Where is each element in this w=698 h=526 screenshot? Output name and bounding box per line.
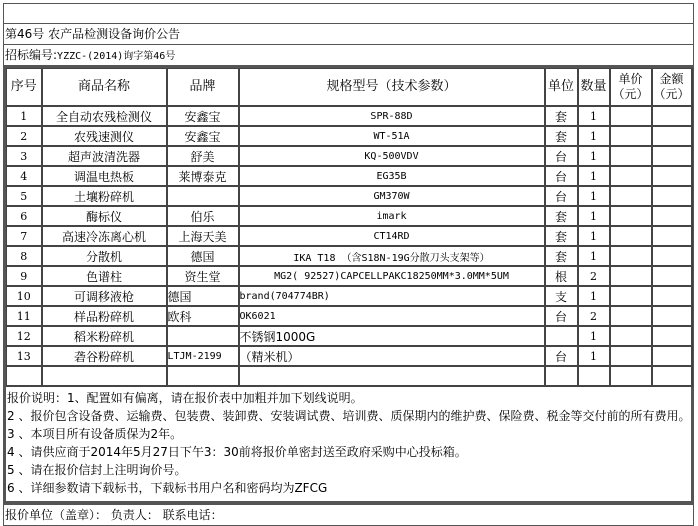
table-row [7, 146, 692, 166]
tender-number-value: YZZC-(2014)询字第46号 [57, 51, 176, 62]
cell-qty: 1 [578, 186, 610, 206]
cell-index: 7 [7, 226, 42, 246]
cell-index: 8 [7, 246, 42, 266]
cell-amount[interactable] [652, 306, 692, 326]
cell-qty: 1 [578, 326, 610, 346]
cell-spec: KQ-500VDV [239, 146, 545, 166]
cell-unit-price[interactable] [610, 226, 652, 246]
header-brand: 品牌 [167, 69, 239, 107]
cell-unit-price[interactable] [610, 106, 652, 126]
cell-qty: 1 [578, 126, 610, 146]
table-row [7, 286, 692, 306]
table-row [7, 106, 692, 126]
cell-spec: OK6021 [239, 306, 545, 326]
table-row [7, 306, 692, 326]
cell-qty: 2 [578, 306, 610, 326]
cell-amount[interactable] [652, 106, 692, 126]
items-section [4, 66, 693, 503]
cell-spec: （精米机） [239, 346, 545, 366]
cell-brand: 莱博泰克 [167, 166, 239, 186]
table-row [7, 266, 692, 286]
cell-unit-price[interactable] [610, 306, 652, 326]
cell-unit-price[interactable] [610, 146, 652, 166]
cell-spec: GM370W [239, 186, 545, 206]
cell-unit-price[interactable] [610, 366, 652, 386]
cell-amount[interactable] [652, 186, 692, 206]
cell-unit: 套 [545, 106, 578, 126]
cell-brand: 德国 [167, 286, 239, 306]
cell-name: 分散机 [42, 246, 167, 266]
table-row-empty [7, 366, 692, 386]
cell-amount[interactable] [652, 126, 692, 146]
note-1: 报价说明：1、配置如有偏离，请在报价表中加粗并加下划线说明。 [7, 391, 363, 405]
cell-brand [167, 326, 239, 346]
inquiry-notice-document [3, 3, 694, 526]
table-row [7, 346, 692, 366]
cell-spec: 不锈钢1000G [239, 326, 545, 346]
cell-unit-price[interactable] [610, 266, 652, 286]
cell-qty: 1 [578, 346, 610, 366]
cell-brand: 德国 [167, 246, 239, 266]
cell-qty [578, 366, 610, 386]
cell-name: 全自动农残检测仪 [42, 106, 167, 126]
cell-name [42, 366, 167, 386]
cell-brand: 上海天美 [167, 226, 239, 246]
header-unit: 单位 [545, 69, 578, 107]
cell-index: 11 [7, 306, 42, 326]
cell-brand: 安鑫宝 [167, 126, 239, 146]
cell-spec: SPR-88D [239, 106, 545, 126]
cell-unit: 套 [545, 206, 578, 226]
cell-amount[interactable] [652, 226, 692, 246]
table-row [7, 166, 692, 186]
cell-name: 农残速测仪 [42, 126, 167, 146]
cell-name: 超声波清洗器 [42, 146, 167, 166]
cell-unit: 套 [545, 226, 578, 246]
cell-amount[interactable] [652, 266, 692, 286]
cell-name: 调温电热板 [42, 166, 167, 186]
cell-amount[interactable] [652, 346, 692, 366]
cell-amount[interactable] [652, 166, 692, 186]
note-3: 3 、本项目所有设备质保为2年。 [7, 427, 183, 441]
cell-unit: 套 [545, 126, 578, 146]
cell-brand: 伯乐 [167, 206, 239, 226]
header-name: 商品名称 [42, 69, 167, 107]
cell-unit: 台 [545, 166, 578, 186]
cell-brand: 舒美 [167, 146, 239, 166]
table-header-row [7, 69, 692, 107]
cell-brand [167, 186, 239, 206]
cell-name: 样品粉碎机 [42, 306, 167, 326]
cell-index: 4 [7, 166, 42, 186]
table-row [7, 186, 692, 206]
cell-name: 酶标仪 [42, 206, 167, 226]
cell-unit [545, 366, 578, 386]
cell-spec: WT-51A [239, 126, 545, 146]
cell-index: 12 [7, 326, 42, 346]
cell-amount[interactable] [652, 286, 692, 306]
cell-unit: 台 [545, 186, 578, 206]
cell-unit: 台 [545, 306, 578, 326]
cell-qty: 1 [578, 146, 610, 166]
cell-qty: 1 [578, 226, 610, 246]
table-row [7, 126, 692, 146]
cell-name: 砻谷粉碎机 [42, 346, 167, 366]
cell-spec: brand(704774BR) [239, 286, 545, 306]
cell-amount[interactable] [652, 366, 692, 386]
cell-amount[interactable] [652, 206, 692, 226]
cell-spec: EG35B [239, 166, 545, 186]
cell-spec: imark [239, 206, 545, 226]
cell-unit-price[interactable] [610, 286, 652, 306]
cell-qty: 2 [578, 266, 610, 286]
cell-index: 2 [7, 126, 42, 146]
header-qty: 数量 [578, 69, 610, 107]
cell-index: 13 [7, 346, 42, 366]
note-2: 2 、报价包含设备费、运输费、包装费、装卸费、安装调试费、培训费、质保期内的维护费、保险费、税金等交付前的所有费用。 [7, 409, 690, 423]
note-4: 4 、请供应商于2014年5月27日下午3：30前将报价单密封送至政府采购中心投标箱。 [7, 445, 467, 459]
cell-qty: 1 [578, 206, 610, 226]
cell-index: 10 [7, 286, 42, 306]
cell-unit-price[interactable] [610, 246, 652, 266]
quotation-notes [6, 387, 691, 501]
cell-brand: 资生堂 [167, 266, 239, 286]
cell-qty: 1 [578, 286, 610, 306]
cell-spec: IKA T18 （含S18N-19G分散刀头支架等） [239, 246, 545, 266]
cell-unit-price[interactable] [610, 186, 652, 206]
cell-unit-price[interactable] [610, 126, 652, 146]
tender-number-row [4, 45, 693, 66]
signature-footer: 报价单位（盖章）： 负责人： 联系电话： [4, 503, 693, 525]
cell-amount[interactable] [652, 326, 692, 346]
cell-unit: 套 [545, 246, 578, 266]
cell-qty: 1 [578, 246, 610, 266]
cell-index: 1 [7, 106, 42, 126]
cell-spec [239, 366, 545, 386]
cell-unit: 台 [545, 146, 578, 166]
cell-amount[interactable] [652, 246, 692, 266]
cell-index: 5 [7, 186, 42, 206]
cell-index [7, 366, 42, 386]
cell-spec: CT14RD [239, 226, 545, 246]
cell-qty: 1 [578, 166, 610, 186]
cell-name: 稻米粉碎机 [42, 326, 167, 346]
cell-name: 土壤粉碎机 [42, 186, 167, 206]
table-row [7, 246, 692, 266]
cell-brand: 欧科 [167, 306, 239, 326]
cell-brand: LTJM-2199 [167, 346, 239, 366]
cell-brand: 安鑫宝 [167, 106, 239, 126]
cell-name: 可调移液枪 [42, 286, 167, 306]
cell-brand [167, 366, 239, 386]
cell-amount[interactable] [652, 146, 692, 166]
header-spec: 规格型号（技术参数） [239, 69, 545, 107]
table-row [7, 326, 692, 346]
top-blank-row [4, 4, 693, 24]
cell-unit-price[interactable] [610, 326, 652, 346]
cell-qty: 1 [578, 106, 610, 126]
note-6: 6 、详细参数请下载标书，下载标书用户名和密码均为ZFCG [7, 481, 328, 495]
notice-title: 第46号 农产品检测设备询价公告 [4, 24, 693, 45]
cell-unit [545, 326, 578, 346]
header-index: 序号 [7, 69, 42, 107]
items-table [6, 68, 693, 387]
header-unit-price: 单价 （元） [610, 69, 652, 107]
cell-unit: 支 [545, 286, 578, 306]
cell-spec: MG2( 92527)CAPCELLPAKC18250MM*3.0MM*5UM [239, 266, 545, 286]
cell-unit: 根 [545, 266, 578, 286]
cell-index: 6 [7, 206, 42, 226]
cell-index: 3 [7, 146, 42, 166]
note-5: 5 、请在报价信封上注明询价号。 [7, 463, 187, 477]
table-row [7, 206, 692, 226]
cell-unit-price[interactable] [610, 206, 652, 226]
cell-name: 色谱柱 [42, 266, 167, 286]
cell-name: 高速冷冻离心机 [42, 226, 167, 246]
cell-index: 9 [7, 266, 42, 286]
header-amount: 金额 （元） [652, 69, 692, 107]
tender-number-label: 招标编号: [5, 48, 58, 62]
cell-unit-price[interactable] [610, 346, 652, 366]
cell-unit: 台 [545, 346, 578, 366]
cell-unit-price[interactable] [610, 166, 652, 186]
table-row [7, 226, 692, 246]
